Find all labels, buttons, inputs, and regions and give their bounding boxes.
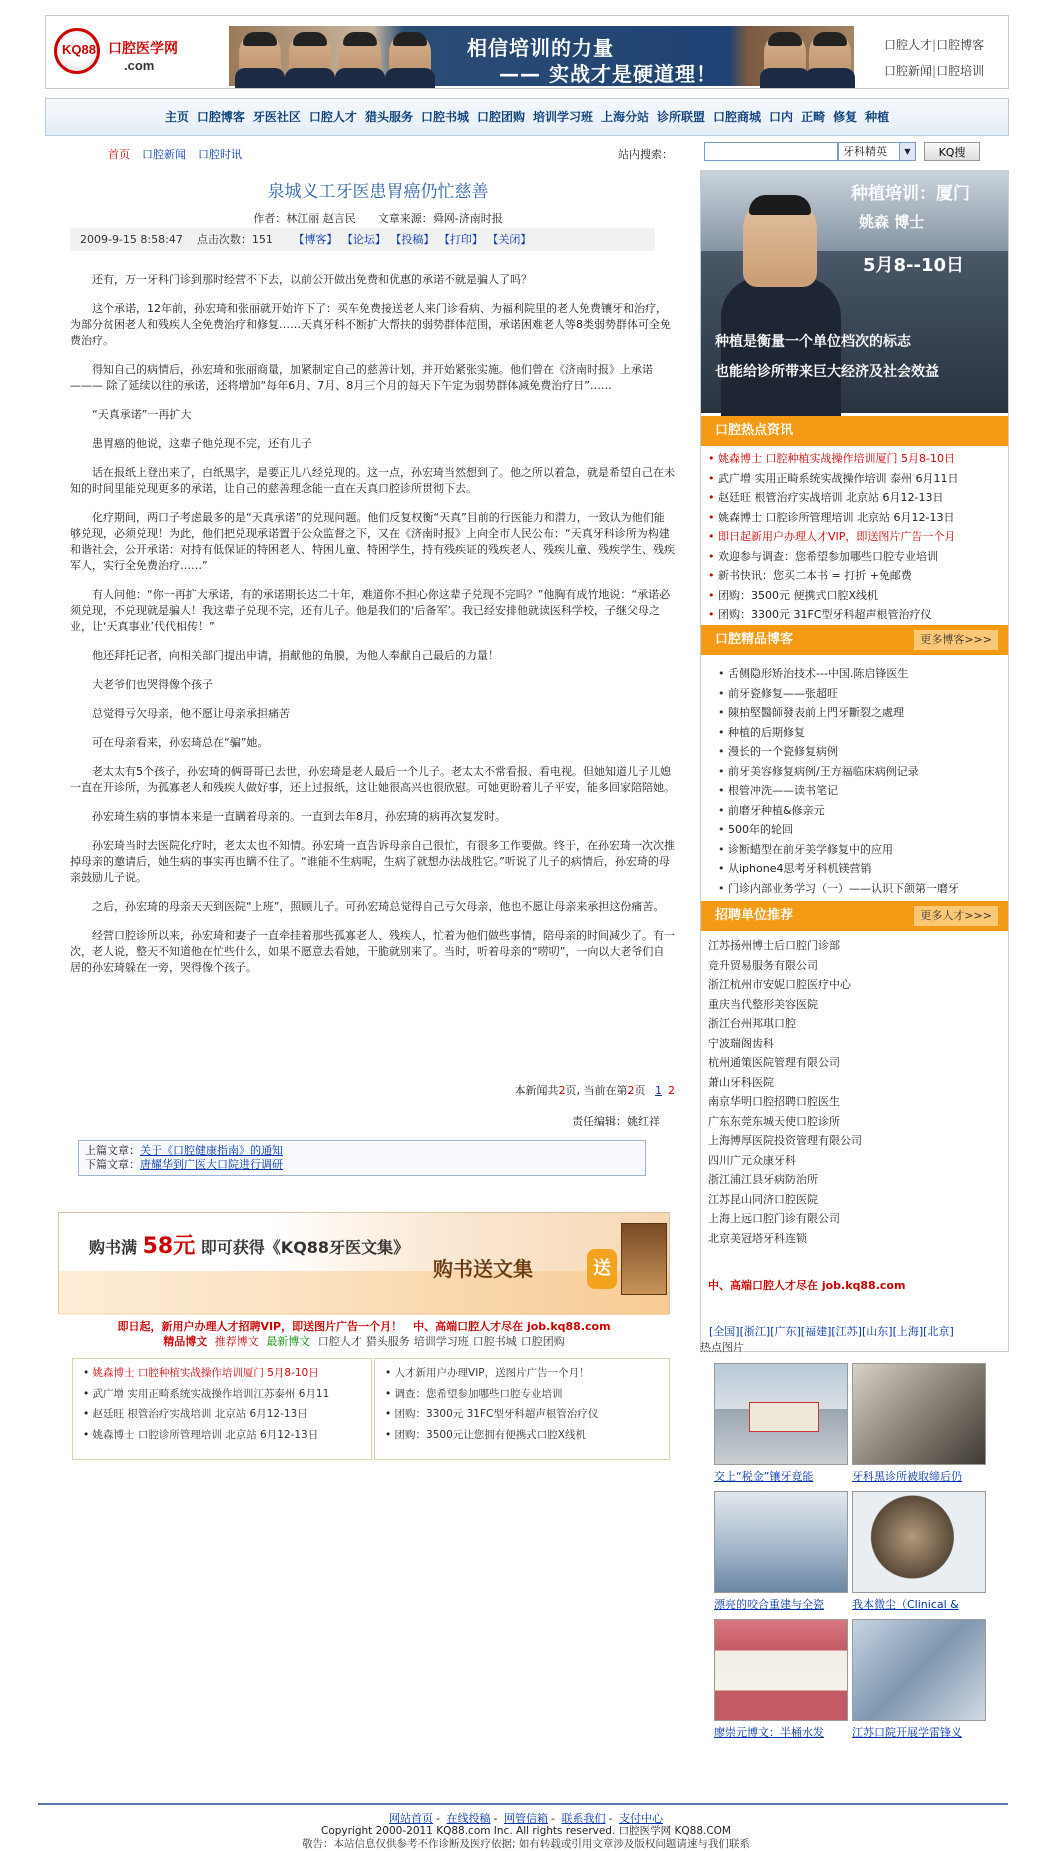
- list-item: [708, 1092, 1008, 1112]
- list-item: [708, 1112, 1008, 1132]
- banner-slogan: 也能给诊所带来巨大经济及社会效益: [715, 364, 939, 380]
- list-link[interactable]: 宁波瑞阁齿科: [708, 1036, 774, 1050]
- search-button[interactable]: KQ搜: [924, 142, 980, 161]
- list-item: [718, 781, 1018, 801]
- list-link[interactable]: 赵廷旺 根管治疗实战培训 北京站 6月12-13日: [92, 1408, 308, 1420]
- article-paragraph: 可在母亲看来，孙宏琦总在“骗”她。: [92, 736, 269, 749]
- hot-picture-caption[interactable]: 漂亮的咬合重建与全瓷: [714, 1598, 824, 1611]
- list-item: [708, 1151, 1008, 1171]
- region-beijing[interactable]: [北京]: [923, 1325, 954, 1338]
- hot-picture-caption[interactable]: 牙科黑诊所被取缔后仍: [852, 1470, 962, 1483]
- action-close-link[interactable]: 【关闭】: [492, 233, 532, 246]
- banner-subline: —— 实战才是硬道理！: [499, 62, 717, 86]
- list-item: [708, 1131, 1008, 1151]
- tab-recommended-blogs[interactable]: 推荐博文: [214, 1335, 259, 1348]
- list-item: [718, 703, 1018, 723]
- article-paragraph: 这个承诺，12年前，孙宏琦和张丽就开始许下了：买车免费接送老人来门诊看病、为福利院里的老人免费镶牙和治疗，为部分贫困老人和残疾人全免费治疗和修复……天真牙科不断扩大帮扶的弱势群体范围，承诺困难老人等8类弱势群体可全免费治疗。: [70, 302, 671, 347]
- list-link[interactable]: 姚森博士 口腔诊所管理培训 北京站 6月12-13日: [92, 1428, 319, 1441]
- article-paragraph: 经营口腔诊所以来，孙宏琦和妻子一直牵挂着那些孤寡老人、残疾人，忙着为他们做些事情，陪母亲的时间减少了。有一次，老人说，整天不知道他在忙些什么，如果不愿意去看她，干脆就别来了。当时，听着母亲的“唠叨”，一向以大老爷们自居的孙宏琦躲在一旁，哭得像个孩子。: [70, 929, 675, 974]
- banner-person-photo: [389, 32, 431, 86]
- list-link[interactable]: 杭州通策医院管理有限公司: [708, 1056, 840, 1069]
- footer-link-webmaster[interactable]: 网管信箱: [504, 1812, 548, 1825]
- list-item: [718, 820, 1018, 840]
- prev-next-articles: [78, 1140, 646, 1176]
- list-link[interactable]: 团购：3500元 便携式口腔X线机: [718, 588, 879, 602]
- pager-current: 2: [627, 1084, 635, 1097]
- pager-text: 本新闻共: [514, 1084, 559, 1097]
- banner-headline: 相信培训的力量: [467, 36, 614, 60]
- article-title: 泉城义工牙医患胃癌仍忙慈善: [267, 182, 489, 202]
- footer-notice: 敬告：本站信息仅供参考不作诊断及医疗依据; 如有转载或引用文章涉及版权问题请速与我们联系: [302, 1838, 750, 1850]
- list-link[interactable]: 调查：您希望参加哪些口腔专业培训: [394, 1387, 563, 1400]
- list-item: [718, 664, 1018, 684]
- header-banner[interactable]: [229, 26, 854, 86]
- header-quick-links: [884, 32, 1014, 84]
- tab-bookstore[interactable]: 口腔书城: [472, 1335, 517, 1348]
- list-link[interactable]: 前牙瓷修复——张超旺: [728, 686, 838, 700]
- list-item: [708, 605, 1008, 625]
- banner-person-photo: [764, 32, 806, 86]
- banner-dates: 5月8--10日: [863, 255, 965, 276]
- list-item: [708, 1190, 1008, 1210]
- tab-group-buy[interactable]: 口腔团购: [520, 1335, 565, 1348]
- clinic-sign-graphic: [749, 1402, 819, 1432]
- hot-pictures-label: 热点图片: [700, 1341, 744, 1354]
- pager-text: 页, 当前在第: [565, 1084, 628, 1097]
- nav-item-headhunting[interactable]: 猎头服务: [364, 110, 413, 124]
- article-paragraph: 得知自己的病情后，孙宏琦和张丽商量，加紧制定自己的慈善计划，并开始紧张实施。他们曾在《济南时报》上承诺——— 除了延续以往的承诺，还将增加“每年6月、7月、8月三个月的每天下午定为弱势群体减免费治疗日”……: [70, 363, 653, 392]
- list-link[interactable]: 江苏昆山同济口腔医院: [708, 1192, 818, 1206]
- hot-picture-6[interactable]: [852, 1619, 986, 1721]
- nav-item-bookstore[interactable]: 口腔书城: [420, 110, 469, 124]
- hot-picture-4[interactable]: [852, 1491, 986, 1593]
- nav-item-home[interactable]: 主页: [164, 110, 189, 124]
- article-paragraph: 有人问他：“你一再扩大承诺，有的承诺期长达二十年，难道你不担心你这辈子兑现不完吗？”他胸有成竹地说：“承诺必须兑现，不兑现就是骗人！我这辈子兑现不完，还有儿子。他是我们的‘后备军’。我已经安排他就读医科学校，子继父母之业，让‘天真事业’代代相传！”: [70, 588, 671, 633]
- list-item: [708, 1073, 1008, 1093]
- list-link[interactable]: 团购：3300元 31FC型牙科超声根管治疗仪: [394, 1408, 599, 1420]
- separator: -: [436, 1812, 441, 1825]
- promo-amount: 58元: [142, 1234, 196, 1259]
- implant-training-banner[interactable]: [701, 171, 1008, 413]
- footer-link-submit[interactable]: 在线投稿: [446, 1812, 491, 1825]
- promo-text: 购书满: [89, 1238, 138, 1257]
- list-item: [718, 879, 1018, 899]
- blog-list: [718, 664, 1018, 898]
- region-zhejiang[interactable]: [浙江]: [739, 1325, 771, 1338]
- list-link[interactable]: 上海博厚医院投资管理有限公司: [708, 1134, 862, 1147]
- promo-slogan: 购书送文集: [433, 1257, 533, 1281]
- main-nav: [45, 98, 1009, 136]
- article-datetime: 2009-9-15 8:58:47: [80, 233, 183, 246]
- footer-link-contact[interactable]: 联系我们: [561, 1812, 606, 1825]
- search-label: 站内搜索：: [618, 148, 673, 161]
- link-training[interactable]: 口腔培训: [936, 64, 985, 78]
- article-views: 点击次数：151: [196, 233, 273, 246]
- logo-domain: .com: [124, 58, 155, 73]
- list-item: [718, 684, 1018, 704]
- tab-latest-blogs[interactable]: 最新博文: [266, 1335, 311, 1348]
- list-link[interactable]: 漫长的一个瓷修复病例: [728, 745, 838, 758]
- list-item: [718, 742, 1018, 762]
- banner-person-photo: [239, 32, 281, 86]
- section-header-jobs: [701, 901, 1008, 931]
- list-link[interactable]: 浙江台州邦琪口腔: [708, 1017, 796, 1030]
- list-link[interactable]: 浙江杭州市安妮口腔医疗中心: [708, 978, 851, 991]
- list-item: [708, 488, 1008, 508]
- section-title: 口腔精品博客: [715, 632, 794, 647]
- next-label: 下篇文章：: [85, 1158, 140, 1171]
- banner-person-photo: [743, 195, 817, 287]
- nav-item-mall[interactable]: 口腔商城: [713, 110, 762, 124]
- hot-news-list: [708, 449, 1008, 625]
- list-link[interactable]: 舌侧隐形矫治技术---中国.陈启锋医生: [728, 667, 909, 680]
- list-link[interactable]: 北京美冠塔牙科连锁: [708, 1231, 807, 1245]
- article-body: [70, 272, 675, 989]
- next-article-link[interactable]: 唐耀华到广医大口院进行调研: [140, 1158, 283, 1171]
- list-item: [708, 1053, 1008, 1073]
- banner-title: 种植培训：厦门: [851, 184, 970, 204]
- article-paragraph: 还有，万一牙科门诊到那时经营不下去，以前公开做出免费和优惠的承诺不就是骗人了吗？: [92, 273, 532, 286]
- search-category-value: 牙科精英: [843, 145, 887, 158]
- list-link[interactable]: 武广增 实用正畸系统实战操作培训江苏泰州 6月11: [92, 1387, 330, 1400]
- banner-person-photo: [339, 32, 381, 86]
- breadcrumb-news[interactable]: 口腔新闻: [142, 148, 186, 161]
- bottom-news-list-right: [374, 1358, 670, 1460]
- list-item: [708, 449, 1008, 469]
- hot-picture-caption[interactable]: 我本微尘（Clinical &: [852, 1598, 959, 1611]
- list-item: • 人才新用户办理VIP，送图片广告一个月！: [385, 1367, 590, 1379]
- site-header: [45, 15, 1009, 89]
- list-item: [708, 1209, 1008, 1229]
- list-link[interactable]: 四川广元众康牙科: [708, 1153, 796, 1167]
- link-blog[interactable]: 口腔博客: [936, 38, 985, 52]
- banner-person-photo: [289, 32, 331, 86]
- list-item: [708, 995, 1008, 1015]
- action-print-link[interactable]: 【打印】: [444, 233, 483, 246]
- article-editor: 责任编辑：姚红祥: [572, 1115, 660, 1128]
- promo-gift-badge: 送: [587, 1249, 617, 1289]
- action-forum-link[interactable]: 【论坛】: [347, 233, 386, 246]
- nav-item-shanghai[interactable]: 上海分站: [601, 110, 650, 124]
- article-pager: [70, 1082, 675, 1098]
- nav-item-implant[interactable]: 种植: [865, 110, 890, 124]
- list-item: • 武广增 实用正畸系统实战操作培训江苏泰州 6月11: [83, 1387, 330, 1400]
- banner-slogan: 种植是衡量一个单位档次的标志: [715, 334, 911, 350]
- list-link[interactable]: 浙江浦江县牙病防治所: [708, 1173, 818, 1186]
- list-link[interactable]: 诊断蜡型在前牙美学修复中的应用: [728, 842, 893, 856]
- footer-divider: [38, 1803, 1008, 1805]
- tab-talent[interactable]: 口腔人才: [317, 1335, 362, 1348]
- list-item: [708, 936, 1008, 956]
- list-link[interactable]: 武广增 实用正畸系统实战操作培训 泰州 6月11日: [718, 471, 959, 485]
- list-item: [708, 1170, 1008, 1190]
- list-item: • 团购：3300元 31FC型牙科超声根管治疗仪: [385, 1408, 599, 1420]
- article-paragraph: 之后，孙宏琦的母亲天天到医院“上班”，照顾儿子。可孙宏琦总觉得自己亏欠母亲，他也不愿让母亲来承担这份痛苦。: [92, 900, 665, 913]
- list-item: [708, 547, 1008, 567]
- article-info-bar: [70, 228, 655, 251]
- article-subheading: 患胃癌的他说，这辈子他兑现不完，还有儿子: [92, 437, 312, 450]
- site-logo[interactable]: [54, 26, 204, 78]
- region-shandong[interactable]: [山东]: [861, 1325, 893, 1338]
- article-subheading: 大老爷们也哭得像个孩子: [92, 678, 213, 691]
- list-link[interactable]: 种植的后期修复: [728, 725, 805, 739]
- book-cover-image: [621, 1223, 667, 1295]
- list-link[interactable]: 新书快讯：您买二本书 = 打折 +免邮费: [718, 569, 912, 582]
- tab-training[interactable]: 培训学习班: [413, 1335, 469, 1348]
- article-byline: 作者：林江丽 赵言民 文章来源：舜网-济南时报: [253, 212, 503, 225]
- list-item: [708, 527, 1008, 547]
- logo-mark: KQ88: [62, 42, 96, 57]
- list-link[interactable]: 前磨牙种植&修亲元: [728, 803, 825, 817]
- list-item: [718, 723, 1018, 743]
- article-paragraph: 老太太有5个孩子，孙宏琦的俩哥哥已去世，孙宏琦是老人最后一个儿子。老太太不常看报、看电视。但她知道儿子儿媳一直在开诊所，为孤寡老人和残疾人做好事，还上过报纸，这让她很高兴也很欣慰。可她更盼着儿子平安，能多回家陪陪她。: [70, 765, 675, 794]
- promo-headline: [89, 1229, 409, 1260]
- region-shanghai[interactable]: [上海]: [892, 1325, 924, 1338]
- section-header-hot-news: [701, 416, 1008, 446]
- list-link[interactable]: 南京华明口腔招聘口腔医生: [708, 1095, 840, 1108]
- list-link[interactable]: 即日起新用户办理人才VIP，即送图片广告一个月: [718, 530, 956, 543]
- list-link[interactable]: 根管冲洗——读书笔记: [728, 784, 838, 797]
- more-blogs-link[interactable]: 更多博客>>>: [914, 630, 998, 650]
- pager-link-2[interactable]: 2: [668, 1084, 675, 1097]
- promo-text: 即可获得《KQ88牙医文集》: [200, 1238, 410, 1257]
- nav-item-clinic-alliance[interactable]: 诊所联盟: [657, 110, 706, 124]
- search-input[interactable]: [704, 142, 838, 161]
- list-item: • 赵廷旺 根管治疗实战培训 北京站 6月12-13日: [83, 1408, 308, 1420]
- list-item: [708, 956, 1008, 976]
- book-promo-banner[interactable]: [58, 1212, 670, 1314]
- prev-label: 上篇文章：: [85, 1144, 140, 1157]
- list-item: • 调查：您希望参加哪些口腔专业培训: [385, 1387, 563, 1400]
- nav-item-community[interactable]: 牙医社区: [252, 110, 301, 124]
- action-blog-link[interactable]: 【博客】: [293, 233, 338, 246]
- footer-link-home[interactable]: 网站首页: [389, 1812, 434, 1825]
- tab-featured-blogs[interactable]: 精品博文: [163, 1335, 208, 1348]
- list-link[interactable]: 广东东莞东城天使口腔诊所: [708, 1114, 840, 1128]
- list-item: [718, 762, 1018, 782]
- list-item: [708, 1014, 1008, 1034]
- list-item: [718, 859, 1018, 879]
- section-title: 口腔热点资讯: [715, 423, 794, 438]
- separator: |: [932, 64, 937, 78]
- job-list: [708, 936, 1008, 1248]
- nav-item-orthodontics[interactable]: 正畸: [801, 110, 826, 124]
- footer-copyright: Copyright 2000-2011 KQ88.com Inc. All rights reserved. 口腔医学网 KQ88.COM: [320, 1825, 731, 1837]
- region-guangdong[interactable]: [广东]: [770, 1325, 801, 1338]
- list-link[interactable]: 欢迎参与调查：您希望参加哪些口腔专业培训: [718, 549, 938, 563]
- nav-item-training[interactable]: 培训学习班: [532, 110, 593, 124]
- nav-item-oral-surgery[interactable]: 口内: [769, 110, 794, 124]
- hot-picture-3[interactable]: [714, 1491, 848, 1593]
- breadcrumb: [108, 146, 254, 162]
- nav-item-talent[interactable]: 口腔人才: [308, 110, 357, 124]
- separator: -: [551, 1812, 555, 1825]
- list-link[interactable]: 上海上远口腔门诊有限公司: [708, 1212, 840, 1225]
- list-link[interactable]: 陳柏堅醫師發表前上門牙斷裂之處理: [728, 706, 904, 719]
- article-paragraph: 话在报纸上登出来了，白纸黑字，是要正儿八经兑现的。这一点，孙宏琦当然想到了。他之所以着急，就是希望自己在未知的时间里能兑现更多的承诺，让自己的慈善理念能一直在天真口腔诊所贯彻下去。: [70, 466, 675, 495]
- list-link[interactable]: 500年的轮回: [728, 823, 793, 836]
- banner-person-photo: [809, 32, 851, 86]
- jobs-footer-link[interactable]: 中、高端口腔人才尽在 job.kq88.com: [708, 1279, 906, 1292]
- list-item: • 姚森博士 口腔诊所管理培训 北京站 6月12-13日: [83, 1428, 319, 1441]
- list-item: [708, 566, 1008, 586]
- nav-item-prosthodontics[interactable]: 修复: [833, 110, 858, 124]
- list-link[interactable]: 人才新用户办理VIP，送图片广告一个月！: [394, 1367, 590, 1379]
- breadcrumb-home[interactable]: 首页: [108, 148, 130, 161]
- pager-link-1[interactable]: 1: [655, 1084, 662, 1097]
- more-jobs-link[interactable]: 更多人才>>>: [914, 906, 998, 926]
- region-jiangsu[interactable]: [江苏]: [831, 1325, 862, 1338]
- list-item: [708, 975, 1008, 995]
- footer-link-payment[interactable]: 支付中心: [618, 1812, 663, 1825]
- pager-total: 2: [558, 1084, 566, 1097]
- section-title: 招聘单位推荐: [715, 908, 794, 923]
- region-all[interactable]: [全国]: [709, 1325, 740, 1338]
- list-item: [708, 469, 1008, 489]
- list-item: [718, 840, 1018, 860]
- list-link[interactable]: 姚森博士 口腔诊所管理培训 北京站 6月12-13日: [718, 510, 955, 524]
- breadcrumb-current[interactable]: 口腔时讯: [198, 148, 242, 161]
- hot-picture-2[interactable]: [852, 1363, 986, 1465]
- tab-headhunting[interactable]: 猎头服务: [365, 1335, 410, 1348]
- region-fujian[interactable]: [福建]: [800, 1325, 832, 1338]
- list-link[interactable]: 姚森博士 口腔种植实战操作培训厦门 5月8-10日: [718, 452, 955, 465]
- list-item: [708, 586, 1008, 606]
- hot-picture-caption[interactable]: 江苏口院开展学雷锋义: [852, 1726, 962, 1739]
- article-paragraph: 孙宏琦当时去医院化疗时，老太太也不知情。孙宏琦一直告诉母亲自己很忙，有很多工作要做。终于，在孙宏琦一次次推掉母亲的邀请后，她生病的事实再也瞒不住了。“谁能不生病呢，生病了就想办法战胜它。”听说了儿子的病情后，孙宏琦的母亲鼓励儿子说。: [70, 839, 675, 884]
- hot-picture-caption[interactable]: 交上“税金”镶牙竟能: [714, 1470, 814, 1483]
- prev-article-link[interactable]: 关于《口腔健康指南》的通知: [140, 1144, 283, 1157]
- link-talent[interactable]: 口腔人才: [884, 38, 933, 52]
- bottom-news-list-left: [72, 1358, 372, 1460]
- link-news[interactable]: 口腔新闻: [884, 64, 933, 78]
- list-item: [718, 801, 1018, 821]
- list-item: • 姚森博士 口腔种植实战操作培训厦门 5月8-10日: [83, 1367, 319, 1379]
- separator: -: [608, 1812, 613, 1825]
- chevron-down-icon: ▼: [899, 143, 915, 160]
- list-link[interactable]: 团购：3300元 31FC型牙科超声根管治疗仪: [718, 608, 932, 621]
- article-paragraph: 他还拜托记者，向相关部门提出申请，捐献他的角膜，为他人奉献自己最后的力量！: [92, 649, 499, 662]
- nav-item-group-buy[interactable]: 口腔团购: [476, 110, 525, 124]
- article-paragraph: 化疗期间，两口子考虑最多的是“天真承诺”的兑现问题。他们反复权衡“天真”目前的行医能力和潜力，一致认为他们能够兑现，必须兑现！为此，他们把兑现承诺置于公众监督之下，又在《济南时报》上向全市人民公布：“天真牙科诊所为构建和谐社会，公开承诺：对持有低保证的特困老人、特困儿童、特困学生，持有残疾证的残疾老人、残疾儿童、残疾学生、残疾军人，实行全免费治疗……”: [70, 511, 675, 572]
- list-link[interactable]: 门诊内部业务学习（一）——认识下颌第一磨牙: [728, 881, 959, 895]
- banner-speaker: 姚森 博士: [859, 213, 925, 231]
- nav-item-blog[interactable]: 口腔博客: [196, 110, 245, 124]
- list-item: [708, 1229, 1008, 1249]
- list-link[interactable]: 前牙美容修复病例/王方福临床病例记录: [728, 764, 919, 778]
- list-link[interactable]: 重庆当代整形美容医院: [708, 997, 818, 1011]
- list-link[interactable]: 赵廷旺 根管治疗实战培训 北京站 6月12-13日: [718, 491, 944, 504]
- pager-text: 页: [634, 1084, 646, 1097]
- list-link[interactable]: 竞升贸易服务有限公司: [708, 958, 818, 972]
- article-subheading: 总觉得亏欠母亲，他不愿让母亲承担痛苦: [92, 707, 290, 720]
- region-filter: [709, 1323, 954, 1339]
- list-link[interactable]: 萧山牙科医院: [708, 1075, 774, 1089]
- search-category-select[interactable]: [838, 142, 916, 161]
- separator: |: [932, 38, 937, 52]
- section-header-blogs: [701, 625, 1008, 655]
- separator: -: [493, 1812, 498, 1825]
- article-paragraph: 孙宏琦生病的事情本来是一直瞒着母亲的。一直到去年8月，孙宏琦的病再次复发时。: [92, 810, 506, 823]
- list-item: • 团购：3500元让您拥有便携式口腔X线机: [385, 1428, 586, 1441]
- vip-promo-text[interactable]: 即日起，新用户办理人才招聘VIP，即送图片广告一个月！ 中、高端口腔人才尽在 job.kq88.com: [117, 1320, 611, 1333]
- hot-picture-caption[interactable]: 廖崇元博文：半桶水发: [714, 1726, 824, 1739]
- hot-picture-5[interactable]: [714, 1619, 848, 1721]
- article-subheading: “天真承诺”一再扩大: [92, 408, 192, 421]
- list-item: [708, 1034, 1008, 1054]
- hot-picture-1[interactable]: [714, 1363, 848, 1465]
- list-link[interactable]: 姚森博士 口腔种植实战操作培训厦门 5月8-10日: [92, 1367, 319, 1379]
- list-link[interactable]: 团购：3500元让您拥有便携式口腔X线机: [394, 1428, 586, 1441]
- action-submit-link[interactable]: 【投稿】: [395, 233, 435, 246]
- logo-name: 口腔医学网: [108, 41, 178, 57]
- category-tabs: [58, 1333, 670, 1349]
- promo-bar: [59, 1271, 669, 1315]
- list-link[interactable]: 江苏扬州博士后口腔门诊部: [708, 939, 840, 952]
- list-link[interactable]: 从iphone4思考牙科机镁营销: [728, 862, 872, 875]
- list-item: [708, 508, 1008, 528]
